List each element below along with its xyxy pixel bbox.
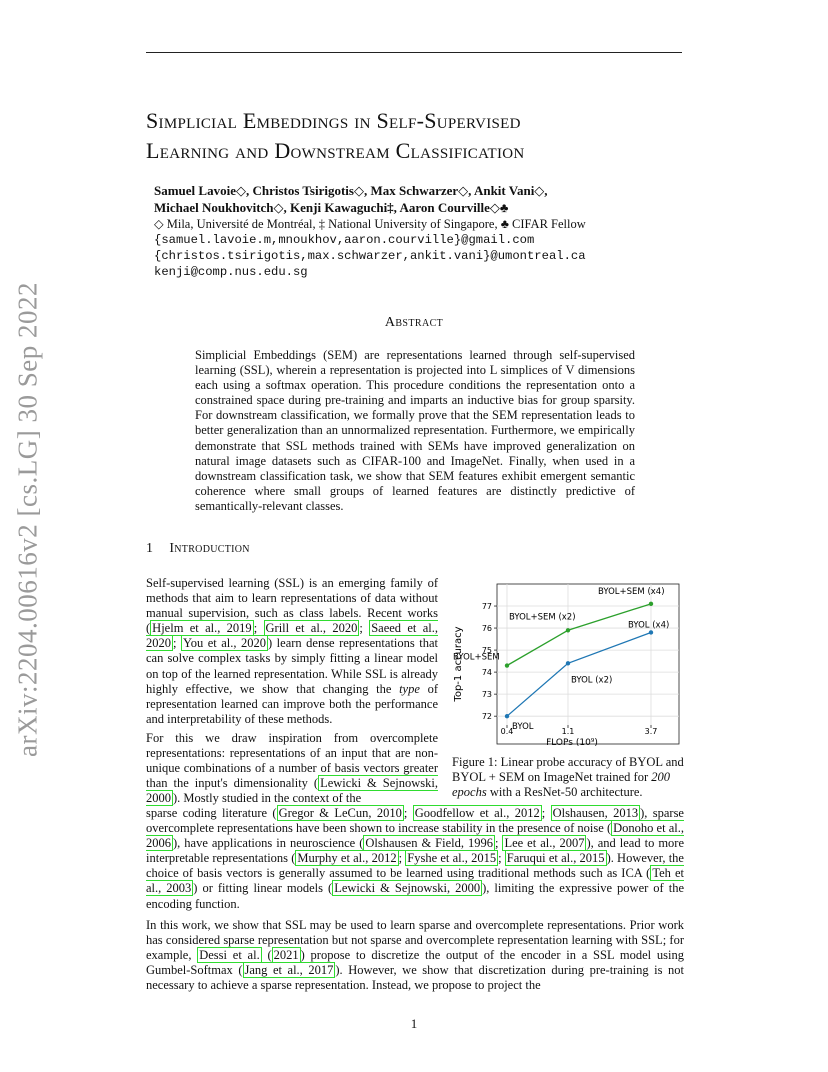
section-title: Introduction bbox=[169, 541, 250, 556]
paper-title bbox=[146, 106, 706, 166]
y-tick-label: 74 bbox=[481, 668, 492, 678]
citation-link[interactable]: Grill et al., 2020 bbox=[265, 621, 358, 636]
point-label: BYOL (x2) bbox=[571, 675, 613, 686]
citation-link[interactable]: Olshausen & Field, 1996 bbox=[365, 836, 493, 851]
citation-link[interactable]: Olshausen, 2013 bbox=[552, 806, 639, 820]
email-line-2: {christos.tsirigotis,max.schwarzer,ankit.vani}@umontreal.ca bbox=[154, 249, 586, 263]
authors-line-1: Samuel Lavoie◇, Christos Tsirigotis◇, Max Schwarzer◇, Ankit Vani◇, bbox=[154, 183, 548, 198]
x-tick-label: 0.4 bbox=[500, 727, 514, 736]
y-axis-label: Top-1 accuracy bbox=[453, 626, 464, 702]
point-label: BYOL+SEM (x2) bbox=[509, 612, 576, 623]
citation-link[interactable]: Faruqui et al., 2015 bbox=[506, 851, 605, 866]
point-label: BYOL bbox=[512, 722, 534, 733]
x-tick-label: 1.1 bbox=[561, 727, 575, 736]
author-list bbox=[154, 183, 674, 216]
x-tick-label: 3.7 bbox=[644, 727, 658, 736]
citation-link[interactable]: Jang et al., 2017 bbox=[244, 963, 334, 978]
citation-link[interactable]: Dessi et al. bbox=[199, 948, 260, 963]
header-rule bbox=[146, 52, 682, 53]
citation-link[interactable]: Gregor & LeCun, 2010 bbox=[278, 806, 402, 820]
intro-paragraph-1: Self-supervised learning (SSL) is an emerging family of methods that aim to learn representations of data without manual supervision, such as class labels. Recent works ( Hjelm et al., 2019 ; Grill et al., 2020 ; Saeed et al., 2020 ; You et al., 2020 ) learn dense representations that can solve complex tasks by simply fitting a linear model on top of the learned representation. While SSL is already highly effective, we show that changing the type of representation learned can improve both the performance and interpretability of these methods. bbox=[146, 576, 438, 726]
data-point bbox=[566, 628, 570, 632]
page-number: 1 bbox=[410, 1016, 418, 1031]
figure-1-chart bbox=[444, 574, 686, 756]
arxiv-stamp: arXiv:2204.00616v2 [cs.LG] 30 Sep 2022 bbox=[12, 282, 43, 758]
point-label: BYOL+SEM (x4) bbox=[598, 586, 665, 597]
section-number: 1 bbox=[146, 541, 154, 556]
y-tick-label: 75 bbox=[481, 646, 492, 656]
point-label: BYOL+SEM bbox=[453, 652, 500, 663]
citation-link[interactable]: Lewicki & Sejnowski, 2000 bbox=[334, 881, 481, 896]
y-tick-label: 77 bbox=[481, 602, 492, 612]
section-heading bbox=[146, 541, 250, 557]
y-tick-label: 72 bbox=[481, 712, 492, 722]
affiliations: ◇ Mila, Université de Montréal, ‡ National University of Singapore, ♣ CIFAR Fellow bbox=[154, 217, 586, 231]
plot-area bbox=[497, 584, 679, 744]
citation-link[interactable]: Donoho et al., 2006 bbox=[146, 821, 684, 851]
data-point bbox=[649, 630, 653, 634]
point-label: BYOL (x4) bbox=[628, 620, 670, 631]
citation-link[interactable]: Goodfellow et al., 2012 bbox=[414, 806, 540, 820]
intro-paragraph-2-continued: sparse coding literature ( Gregor & LeCun, 2010 ; Goodfellow et al., 2012 ; Olshausen, 2013 ), sparse overcomplete representations have been shown to increase stability in the presence of noise ( Donoho et al., 2006 ), have applications in neuroscience ( Olshausen & Field, 1996 ; Lee et al., 2007 ), and lead to more interpretable representations ( Murphy et al., 2012 ; Fyshe et al., 2015 ; Faruqui et al., 2015 ). However, the choice of basis vectors is generally assumed to be learned using traditional methods such as ICA ( Teh et al., 2003 ) or fitting linear models ( Lewicki & Sejnowski, 2000 ), limiting the expressive power of the encoding function. bbox=[146, 806, 684, 911]
title-line-1: Simplicial Embeddings in Self-Supervised bbox=[146, 108, 521, 133]
data-point bbox=[566, 661, 570, 665]
data-point bbox=[505, 663, 509, 667]
email-line-3: kenji@comp.nus.edu.sg bbox=[154, 265, 308, 279]
intro-paragraph-2: For this we draw inspiration from overcomplete representations: representations of an input that are non-unique combinations of a number of basis vectors greater than the input's dimensionality ( Lewicki & Sejnowski, 2000 ). Mostly studied in the context of the bbox=[146, 731, 438, 806]
y-tick-label: 76 bbox=[481, 624, 492, 634]
citation-link[interactable]: Teh et al., 2003 bbox=[146, 866, 684, 896]
citation-link[interactable]: You et al., 2020 bbox=[182, 636, 267, 651]
x-axis-label: FLOPs (10⁹) bbox=[546, 738, 598, 748]
email-line-1: {samuel.lavoie.m,mnoukhov,aaron.courville}@gmail.com bbox=[154, 233, 535, 247]
citation-link[interactable]: Murphy et al., 2012 bbox=[297, 851, 397, 866]
abstract-heading: Abstract bbox=[384, 315, 444, 330]
citation-link[interactable]: Fyshe et al., 2015 bbox=[407, 851, 497, 866]
data-point bbox=[505, 714, 509, 718]
citation-link[interactable]: Hjelm et al., 2019 bbox=[152, 621, 252, 636]
authors-line-2: Michael Noukhovitch◇, Kenji Kawaguchi‡, Aaron Courville◇♣ bbox=[154, 199, 509, 215]
citation-link[interactable]: 2021 bbox=[273, 948, 299, 963]
figure-caption: Figure 1: Linear probe accuracy of BYOL and BYOL + SEM on ImageNet trained for 200 epochs with a ResNet-50 architecture. bbox=[452, 755, 684, 800]
citation-link[interactable]: Saeed et al., 2020 bbox=[146, 621, 438, 651]
citation-link[interactable]: Lewicki & Sejnowski, 2000 bbox=[146, 776, 438, 806]
title-line-2: Learning and Downstream Classification bbox=[146, 138, 525, 163]
intro-paragraph-3: In this work, we show that SSL may be used to learn sparse and overcomplete representations. Prior work has considered sparse representation but not sparse and overcomplete representation learning with SSL; for example, Dessi et al. ( 2021 ) propose to discretize the output of the encoder in a SSL model using Gumbel-Softmax ( Jang et al., 2017 ). However, we show that discretization during pre-training is not necessary to achieve a sparse representation. Instead, we propose to project the bbox=[146, 918, 684, 993]
abstract-text: Simplicial Embeddings (SEM) are representations learned through self-supervised learning (SSL), wherein a representation is projected into L simplices of V dimensions each using a softmax operation. This procedure conditions the representation onto a constrained space during pre-training and imparts an inductive bias for group sparsity. For downstream classification, we formally prove that the SEM representation leads to better generalization than an unnormalized representation. Furthermore, we empirically demonstrate that SSL methods trained with SEMs have improved generalization on natural image datasets such as CIFAR-100 and ImageNet. Finally, when used in a downstream classification task, we show that SEM features exhibit emergent semantic coherence where small groups of learned features are distinctly predictive of semantically-relevant classes. bbox=[195, 348, 635, 513]
y-tick-label: 73 bbox=[481, 690, 492, 700]
data-point bbox=[649, 602, 653, 606]
citation-link[interactable]: Lee et al., 2007 bbox=[504, 836, 585, 851]
